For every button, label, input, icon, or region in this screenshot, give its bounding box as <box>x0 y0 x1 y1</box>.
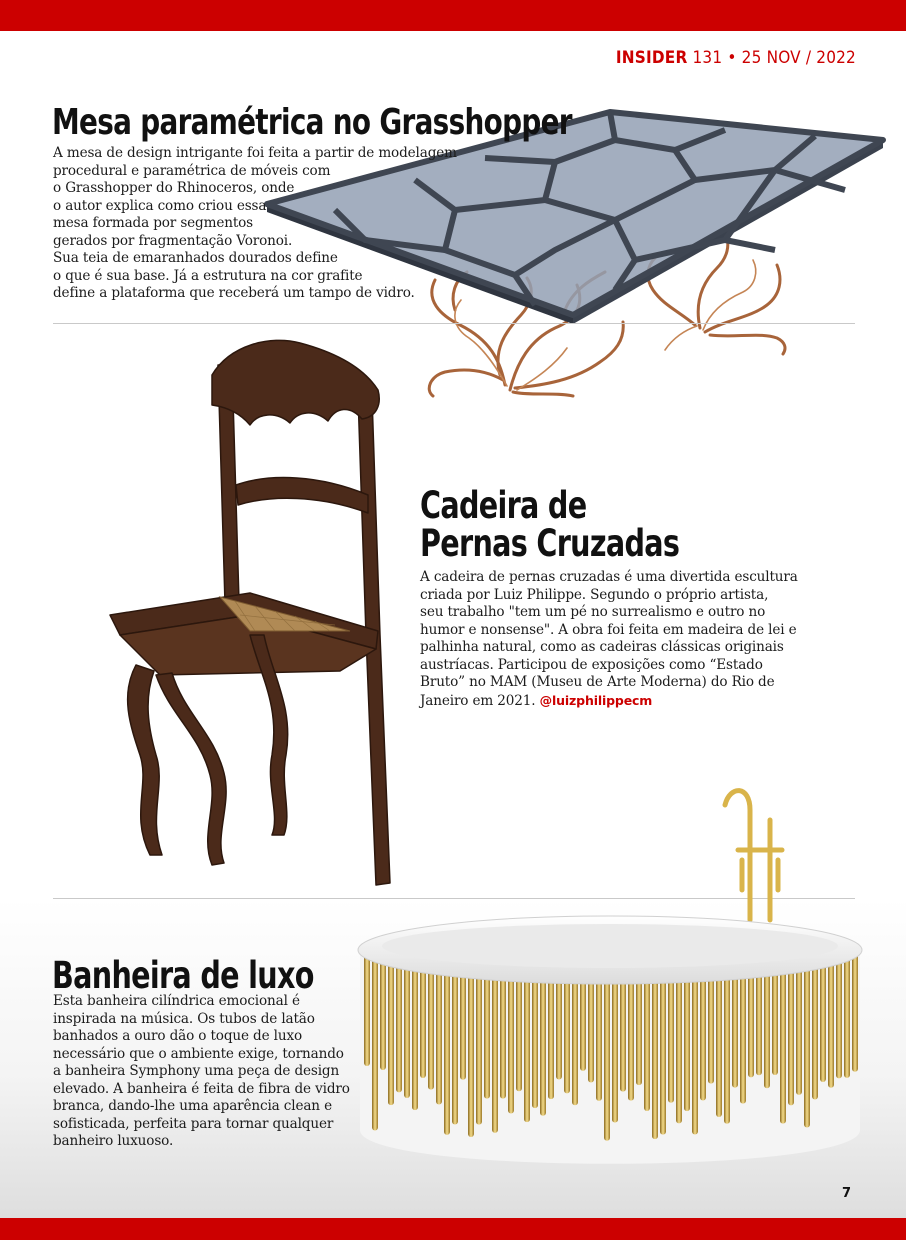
gold-tube <box>836 946 842 1078</box>
gold-tube <box>844 946 850 1078</box>
gold-tube <box>388 946 394 1105</box>
body-luxury-bathtub <box>53 993 350 1151</box>
gold-tube <box>804 946 810 1127</box>
bottom-red-bar <box>0 1218 906 1240</box>
magazine-name: INSIDER <box>615 48 688 68</box>
symphony-bathtub-image <box>350 780 870 1180</box>
text-line: inspirada na música. Os tubos de latão <box>53 1010 315 1027</box>
text-line: o Grasshopper do Rhinoceros, onde <box>53 180 295 196</box>
gold-tube <box>852 946 858 1072</box>
instagram-handle-link[interactable]: @luizphilippecm <box>539 692 653 708</box>
text-last-line: Janeiro em 2021. <box>420 692 536 709</box>
text-line: A mesa de design intrigante foi feita a partir de modelagem <box>53 145 457 161</box>
text-line: A cadeira de pernas cruzadas é uma divertida escultura <box>420 569 798 585</box>
body-crossed-legs-chair <box>420 569 798 710</box>
body-parametric-table <box>53 145 457 303</box>
text-line: Esta banheira cilíndrica emocional é <box>53 993 300 1009</box>
text-line: criada por Luiz Philippe. Segundo o próprio artista, <box>420 586 769 603</box>
top-red-bar <box>0 0 906 31</box>
text-line: Bruto” no MAM (Museu de Arte Moderna) do Rio de <box>420 674 775 690</box>
text-line: seu trabalho "tem um pé no surrealismo e outro no <box>420 604 766 620</box>
section-divider <box>53 323 855 324</box>
text-line: banhados a ouro dão o toque de luxo <box>53 1028 303 1044</box>
chair-front-leg <box>128 665 162 855</box>
text-line: procedural e paramétrica de móveis com <box>53 162 331 179</box>
text-line: mesa formada por segmentos <box>53 215 254 231</box>
text-line: o autor explica como criou essa <box>53 197 267 214</box>
text-line: gerados por fragmentação Voronoi. <box>53 232 293 249</box>
title-luxury-bathtub: Banheira de luxo <box>52 954 314 997</box>
gold-faucet <box>725 791 782 920</box>
text-line: branca, dando-lhe uma aparência clean e <box>53 1098 332 1114</box>
text-line <box>420 692 798 711</box>
text-line: humor e nonsense". A obra foi feita em madeira de lei e <box>420 621 797 638</box>
issue-date: 25 NOV / 2022 <box>741 48 856 68</box>
text-line: Sua teia de emaranhados dourados define <box>53 250 338 266</box>
text-line: palhinha natural, como as cadeiras clássicas originais <box>420 639 784 655</box>
gold-tube <box>364 946 370 1066</box>
title-line: Pernas Cruzadas <box>420 522 680 565</box>
title-line: Cadeira de <box>420 484 587 527</box>
text-line: elevado. A banheira é feita de fibra de vidro <box>53 1080 350 1097</box>
text-line: sofisticada, perfeita para tornar qualquer <box>53 1115 334 1132</box>
text-line: banheiro luxuoso. <box>53 1133 174 1149</box>
text-line: define a plataforma que receberá um tampo de vidro. <box>53 285 415 301</box>
page-header <box>616 48 856 68</box>
issue-number: 131 <box>692 48 723 68</box>
text-line: austríacas. Participou de exposições como “Estado <box>420 656 763 673</box>
chair-crest-rail <box>212 340 379 425</box>
text-line: a banheira Symphony uma peça de design <box>53 1063 340 1079</box>
title-crossed-legs-chair <box>420 484 680 565</box>
text-line: o que é sua base. Já a estrutura na cor grafite <box>53 267 363 284</box>
text-line: necessário que o ambiente exige, tornando <box>53 1045 344 1062</box>
page-number: 7 <box>842 1186 852 1201</box>
gold-tube <box>372 946 378 1131</box>
title-parametric-table: Mesa paramétrica no Grasshopper <box>52 102 572 143</box>
header-separator: • <box>727 48 737 68</box>
